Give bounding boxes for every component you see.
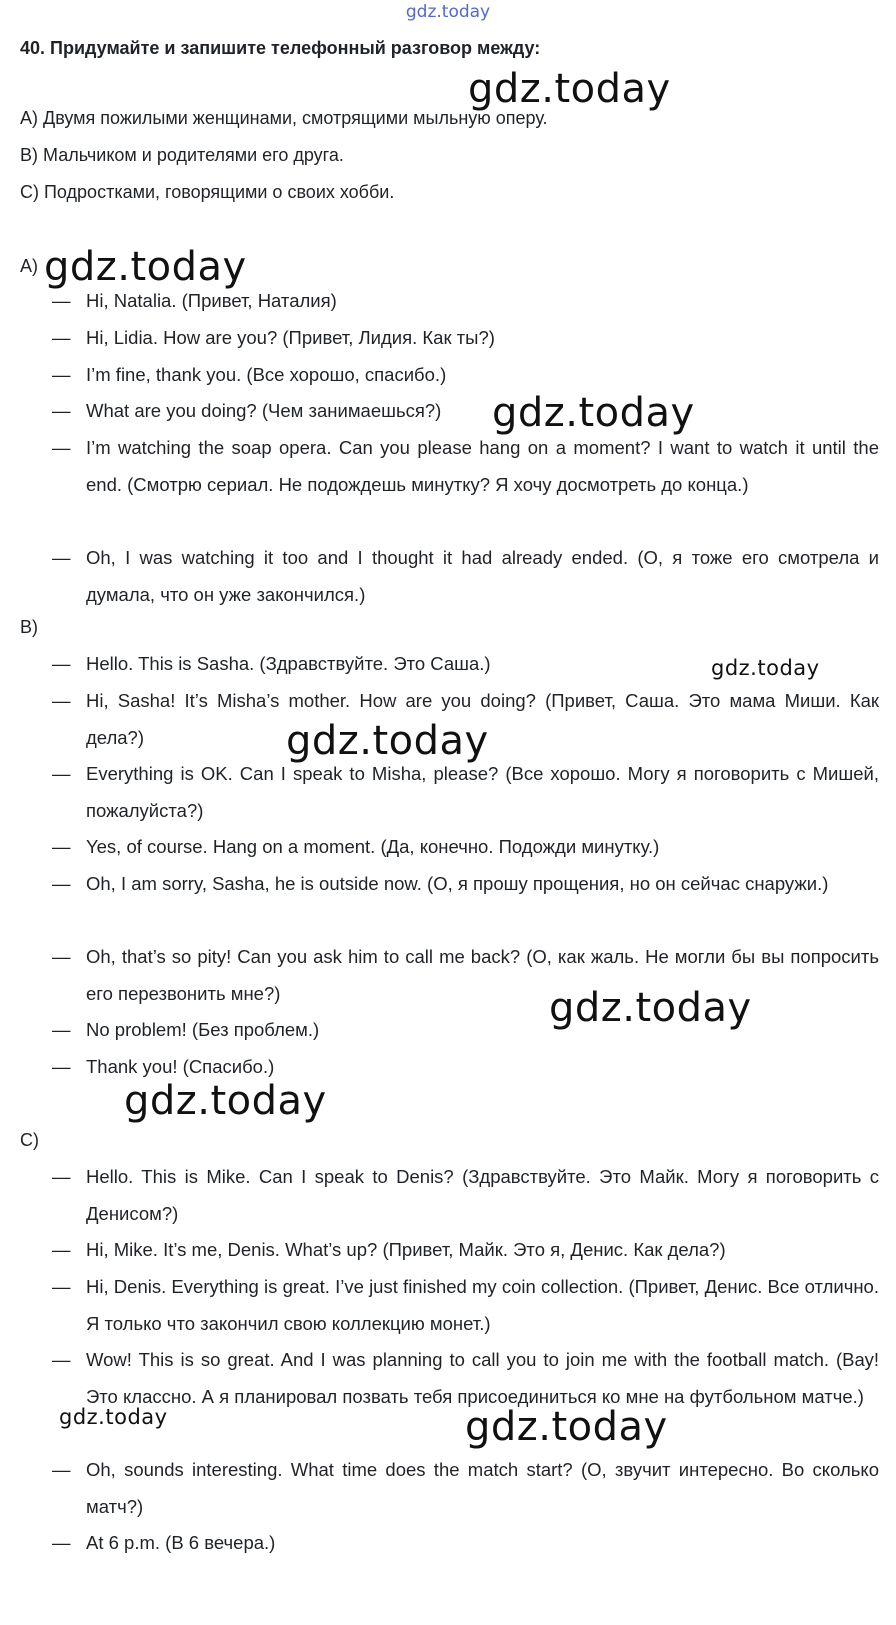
watermark: gdz.today bbox=[549, 985, 752, 1031]
section-c-label: С) bbox=[20, 1130, 39, 1150]
dialogue-line: — No problem! (Без проблем.) bbox=[52, 1019, 320, 1040]
header-watermark: gdz.today bbox=[405, 2, 491, 22]
dialogue-line: — At 6 p.m. (В 6 вечера.) bbox=[52, 1532, 276, 1553]
dialogue-line: — Hi, Natalia. (Привет, Наталия) bbox=[52, 290, 337, 311]
dialogue-line: — Hi, Mike. It’s me, Denis. What’s up? (Привет, Майк. Это я, Денис. Как дела?) bbox=[52, 1239, 726, 1260]
watermark: gdz.today bbox=[465, 1404, 668, 1450]
section-b-label: В) bbox=[20, 617, 38, 637]
dialogue-line: — Everything is OK. Can I speak to Misha, please? (Все хорошо. Могу я поговорить с Мишей, пожалуйста?) bbox=[52, 763, 879, 821]
dialogue-line: — Hi, Denis. Everything is great. I’ve just finished my coin collection. (Привет, Денис. Все отлично. Я только что закончил свою коллекцию монет.) bbox=[52, 1276, 879, 1334]
option-b: В) Мальчиком и родителями его друга. bbox=[20, 145, 344, 165]
option-c: С) Подростками, говорящими о своих хобби. bbox=[20, 182, 395, 202]
dialogue-line: — Hello. This is Mike. Can I speak to Denis? (Здравствуйте. Это Майк. Могу я поговорить с Денисом?) bbox=[52, 1166, 879, 1224]
watermark: gdz.today bbox=[468, 66, 671, 112]
dialogue-line: — Oh, that’s so pity! Can you ask him to call me back? (О, как жаль. Не могли бы вы попросить его перезвонить мне?) bbox=[52, 946, 879, 1004]
watermark: gdz.today bbox=[711, 656, 820, 680]
dialogue-line: — Oh, I am sorry, Sasha, he is outside now. (О, я прошу прощения, но он сейчас снаружи.) bbox=[52, 873, 829, 894]
dialogue-line: — What are you doing? (Чем занимаешься?) bbox=[52, 400, 442, 421]
watermark: gdz.today bbox=[286, 718, 489, 764]
dialogue-line: — Yes, of course. Hang on a moment. (Да, конечно. Подожди минутку.) bbox=[52, 836, 660, 857]
dialogue-line: — Hi, Lidia. How are you? (Привет, Лидия. Как ты?) bbox=[52, 327, 495, 348]
dialogue-line: — I’m watching the soap opera. Can you please hang on a moment? I want to watch it until the end. (Смотрю сериал. Не подождешь минутку? Я хочу досмотреть до конца.) bbox=[52, 437, 879, 495]
dialogue-line: — Wow! This is so great. And I was planning to call you to join me with the football match. (Вау! Это классно. А я планировал позвать тебя присоединиться ко мне на футбольном матче.) bbox=[52, 1349, 879, 1407]
dialogue-line: — Thank you! (Спасибо.) bbox=[52, 1056, 275, 1077]
option-a: А) Двумя пожилыми женщинами, смотрящими мыльную оперу. bbox=[20, 108, 548, 128]
section-a-label: А) bbox=[20, 256, 38, 276]
dialogue-line: — Oh, sounds interesting. What time does the match start? (О, звучит интересно. Во сколько матч?) bbox=[52, 1459, 879, 1517]
watermark: gdz.today bbox=[492, 390, 695, 436]
dialogue-line: — Oh, I was watching it too and I thought it had already ended. (О, я тоже его смотрела и думала, что он уже закончился.) bbox=[52, 547, 879, 605]
watermark: gdz.today bbox=[59, 1405, 168, 1429]
task-title: 40. Придумайте и запишите телефонный разговор между: bbox=[20, 38, 541, 58]
dialogue-line: — I’m fine, thank you. (Все хорошо, спасибо.) bbox=[52, 364, 447, 385]
watermark: gdz.today bbox=[124, 1078, 327, 1124]
dialogue-line: — Hi, Sasha! It’s Misha’s mother. How are you doing? (Привет, Саша. Это мама Миши. Как дела?) bbox=[52, 690, 879, 748]
watermark: gdz.today bbox=[44, 244, 247, 290]
dialogue-line: — Hello. This is Sasha. (Здравствуйте. Это Саша.) bbox=[52, 653, 491, 674]
